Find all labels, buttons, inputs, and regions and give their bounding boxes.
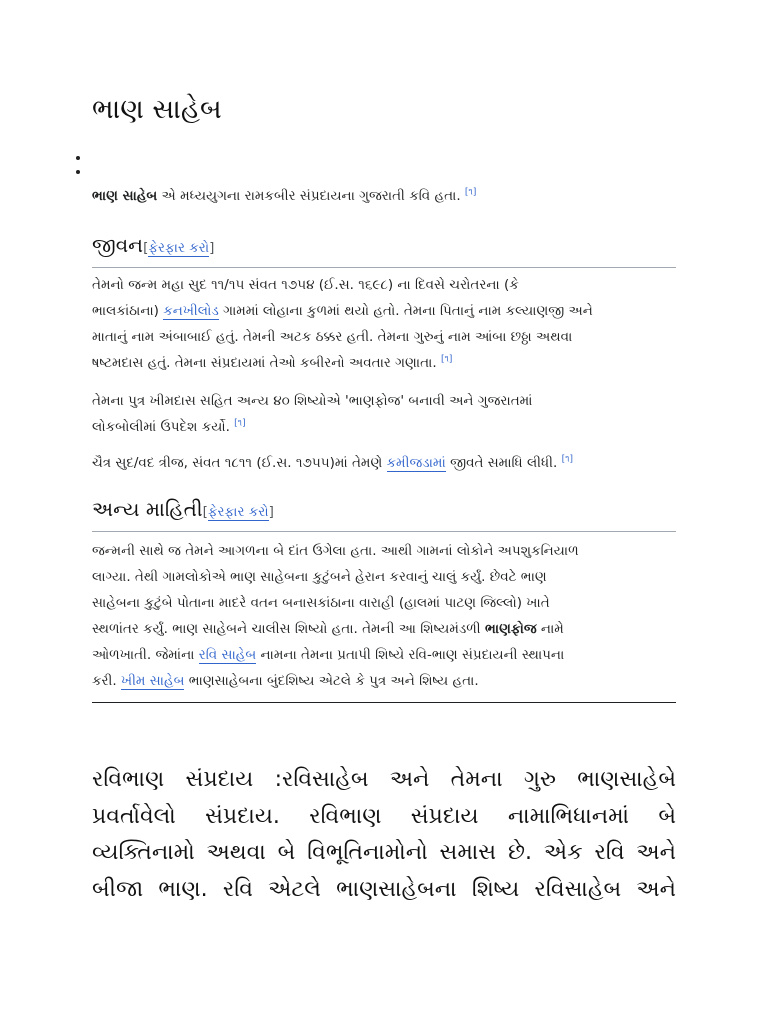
life-paragraph-1 — [92, 272, 676, 376]
text-line — [92, 642, 676, 668]
text-line: તેમના પુત્ર ખીમદાસ સહિત અન્ય ૪૦ શિષ્યોએ 'ભાણફોજ' બનાવી અને ગુજરાતમાં — [92, 393, 533, 409]
text-line: લાગ્યા. તેથી ગામલોકોએ ભાણ સાહેબના કુટુંબને હેરાન કરવાનું ચાલું કર્યું. છેવટે ભાણ — [92, 569, 547, 585]
text-line — [92, 450, 676, 476]
text-run: જીવતે સમાધિ લીધી. — [445, 455, 558, 471]
edit-bracket-open: [ — [143, 240, 149, 256]
citation-link[interactable]: [૧] — [234, 418, 246, 429]
bhanfoj-bold: ભાણફોજ — [484, 621, 537, 637]
kankhilod-link[interactable]: કનખીલોડ — [163, 303, 219, 319]
text-run: ષષ્ટમદાસ હતું. તેમના સંપ્રદાયમાં તેઓ કબીરનો અવતાર ગણાતા. — [92, 355, 437, 371]
text-run: ભાલકાંઠાના) — [92, 303, 164, 319]
text-run: નામે — [536, 621, 564, 637]
edit-section-link[interactable]: ફેરફાર કરો — [148, 240, 210, 256]
text-run: ગામમાં લોહાના કુળમાં થયો હતો. તેમના પિતાનું નામ કલ્યાણજી અને — [218, 303, 593, 319]
text-line — [92, 668, 676, 694]
text-line — [92, 298, 676, 324]
lead-text: એ મધ્યયુગના રામકબીર સંપ્રદાયના ગુજરાતી કવિ હતા. — [157, 188, 461, 204]
section-heading-text: જીવન — [92, 233, 144, 257]
text-line: માતાનું નામ અંબાબાઈ હતું. તેમની અટક ઠક્કર હતી. તેમના ગુરુનું નામ આંબા છઠ્ઠા અથવા — [92, 329, 573, 345]
edit-section-link[interactable]: ફેરફાર કરો — [207, 504, 269, 520]
bullet-dot — [76, 156, 80, 160]
excerpt-paragraph — [92, 762, 676, 908]
citation-link[interactable]: [૧] — [561, 454, 574, 465]
text-run: ભાણસાહેબના બુંદશિષ્ય એટલે કે પુત્ર અને શિષ્ય હતા. — [184, 673, 479, 689]
section-heading-other-info — [92, 494, 676, 532]
text-run: નામના તેમના પ્રતાપી શિષ્યે રવિ-ભાણ સંપ્રદાયની સ્થાપના — [256, 647, 565, 663]
text-run: લોકબોલીમાં ઉપદેશ કર્યો. — [92, 419, 230, 435]
text-run: ઓળખાતી. જેમાંના — [92, 647, 199, 663]
excerpt-line: પ્રવર્તાવેલો સંપ્રદાય. રવિભાણ સંપ્રદાય નામાભિધાનમાં બે — [92, 803, 676, 829]
text-line: જન્મની સાથે જ તેમને આગળના બે દાંત ઉગેલા હતા. આથી ગામનાં લોકોને અપશુકનિયાળ — [92, 543, 579, 559]
citation-link[interactable]: [૧] — [440, 354, 453, 365]
lead-paragraph — [92, 186, 476, 206]
khim-saheb-link[interactable]: ખીમ સાહેબ — [120, 673, 185, 689]
bullet-dot — [76, 170, 80, 174]
edit-bracket-close: ] — [268, 504, 274, 520]
excerpt-line: રવિભાણ સંપ્રદાય :રવિસાહેબ અને તેમના ગુરુ ભાણસાહેબે — [92, 767, 676, 792]
text-run: સ્થળાંતર કર્યું. ભાણ સાહેબને ચાલીસ શિષ્યો હતા. તેમની આ શિષ્યમંડળી — [92, 621, 485, 637]
text-line — [92, 350, 676, 376]
section-heading-text: અન્ય માહિતી — [92, 497, 203, 521]
lead-bold-name: ભાણ સાહેબ — [92, 188, 158, 204]
section-heading-life — [92, 230, 676, 268]
page-title: ભાણ સાહેબ — [92, 94, 222, 125]
life-paragraph-3 — [92, 450, 676, 476]
text-run: ચૈત્ર સુદ/વદ ત્રીજ, સંવત ૧૮૧૧ (ઈ.સ. ૧૭૫૫)માં તેમણે — [92, 455, 387, 471]
text-run: કરી. — [92, 673, 121, 689]
excerpt-line: બીજા ભાણ. રવિ એટલે ભાણસાહેબના શિષ્ય રવિસાહેબ અને — [92, 876, 676, 902]
edit-bracket-close: ] — [209, 240, 215, 256]
other-info-paragraph — [92, 538, 676, 694]
bullet-list-marker — [76, 156, 82, 184]
edit-bracket-open: [ — [202, 504, 208, 520]
text-line: તેમનો જન્મ મહા સુદ ૧૧/૧૫ સંવત ૧૭૫૪ (ઈ.સ. ૧૬૯૮) ના દિવસે ચરોતરના (કે — [92, 277, 519, 293]
citation-link[interactable]: [૧] — [464, 187, 477, 198]
text-line: સાહેબના કુટુંબે પોતાના માદરે વતન બનાસકાંઠાના વારાહી (હાલમાં પાટણ જિલ્લો) ખાતે — [92, 595, 550, 611]
text-line — [92, 616, 676, 642]
ravi-saheb-link[interactable]: રવિ સાહેબ — [198, 647, 257, 663]
edit-section-control — [203, 504, 274, 521]
divider — [92, 702, 676, 703]
life-paragraph-2 — [92, 388, 676, 440]
text-line — [92, 414, 676, 440]
excerpt-line: વ્યક્તિનામો અથવા બે વિભૂતિનામોનો સમાસ છે. એક રવિ અને — [92, 840, 676, 865]
edit-section-control — [143, 240, 214, 257]
kamijada-link[interactable]: કમીજડામાં — [386, 455, 446, 471]
